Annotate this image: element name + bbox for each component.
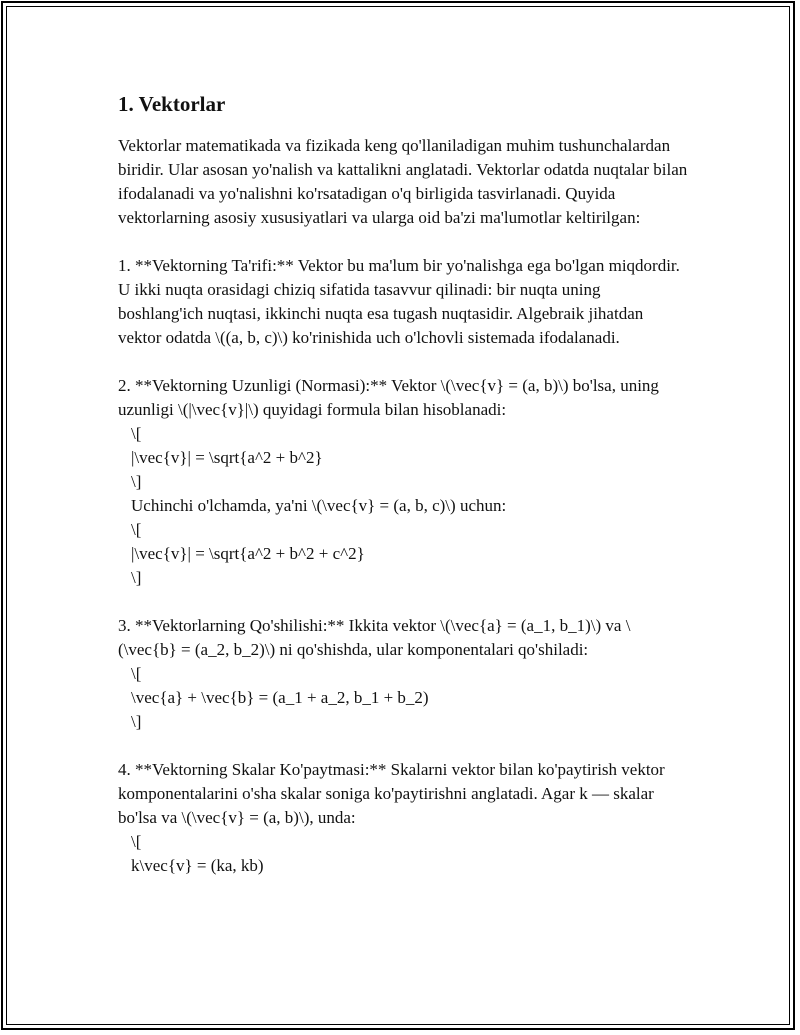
formula-length-2d: |\vec{v}| = \sqrt{a^2 + b^2} bbox=[131, 448, 323, 467]
item-3-text: 3. **Vektorlarning Qo'shilishi:** Ikkita vektor \(\vec{a} = (a_1, b_1)\) va \(\vec{b} = (a_2, b_2)\) ni qo'shishda, ular komponentalari qo'shiladi: bbox=[118, 616, 631, 659]
item-2-text: 2. **Vektorning Uzunligi (Normasi):** Vektor \(\vec{v} = (a, b)\) bo'lsa, uning uzunligi \(|\vec{v}|\) quyidagi formula bilan hisoblanadi: bbox=[118, 376, 659, 419]
section-title: 1. Vektorlar bbox=[118, 92, 226, 116]
item-4-scalar bbox=[118, 758, 688, 878]
display-math-open: \[ bbox=[131, 832, 142, 851]
item-1-definition: 1. **Vektorning Ta'rifi:** Vektor bu ma'lum bir yo'nalishga ega bo'lgan miqdordir. U ikki nuqta orasidagi chiziq sifatida tasavvur qilinadi: bir nuqta uning boshlang'ich nuqtasi, ikkinchi nuqta esa tugash nuqtasidir. Algebraik jihatdan vektor odatda \((a, b, c)\) ko'rinishida uch o'lchovli sistemada ifodalanadi. bbox=[118, 256, 680, 347]
item-4-text: 4. **Vektorning Skalar Ko'paytmasi:** Skalarni vektor bilan ko'paytirish vektor komponentalarini o'sha skalar soniga ko'paytirishni anglatadi. Agar k — skalar bo'lsa va \(\vec{v} = (a, b)\), unda: bbox=[118, 760, 665, 827]
display-math-close: \] bbox=[131, 712, 142, 731]
display-math-close: \] bbox=[131, 472, 142, 491]
display-math-open: \[ bbox=[131, 424, 142, 443]
intro-paragraph: Vektorlar matematikada va fizikada keng qo'llaniladigan muhim tushunchalardan biridir. Ular asosan yo'nalish va kattalikni anglatadi. Vektorlar odatda nuqtalar bilan ifodalanadi va yo'nalishni ko'rsatadigan o'q birligida tasvirlanadi. Quyida vektorlarning asosiy xususiyatlari va ularga oid ba'zi ma'lumotlar keltirilgan: bbox=[118, 136, 688, 227]
display-math-open: \[ bbox=[131, 664, 142, 683]
formula-addition: \vec{a} + \vec{b} = (a_1 + a_2, b_1 + b_2) bbox=[131, 688, 429, 707]
item-3-addition bbox=[118, 614, 688, 734]
formula-length-3d: |\vec{v}| = \sqrt{a^2 + b^2 + c^2} bbox=[131, 544, 365, 563]
formula-scalar: k\vec{v} = (ka, kb) bbox=[131, 856, 264, 875]
item-2-text-3d: Uchinchi o'lchamda, ya'ni \(\vec{v} = (a, b, c)\) uchun: bbox=[131, 496, 507, 515]
document-body bbox=[118, 90, 688, 878]
item-2-length bbox=[118, 374, 688, 590]
display-math-close: \] bbox=[131, 568, 142, 587]
display-math-open: \[ bbox=[131, 520, 142, 539]
